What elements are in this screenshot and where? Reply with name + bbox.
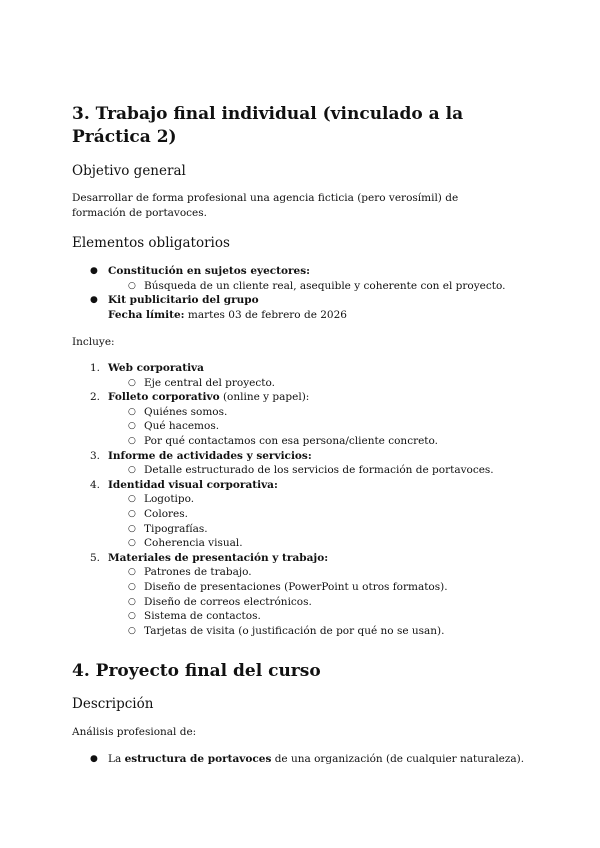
circle-marker: ○ <box>128 508 136 519</box>
circle-marker: ○ <box>128 377 136 388</box>
numbered-item-bold: Informe de actividades y servicios: <box>108 449 312 462</box>
circle-marker: ○ <box>128 406 136 417</box>
sub-list-item <box>72 376 540 391</box>
circle-marker: ○ <box>128 465 136 476</box>
section-4-title: 4. Proyecto final del curso <box>72 661 321 681</box>
numbered-item <box>72 361 540 376</box>
circle-marker: ○ <box>128 523 136 534</box>
includes-label: Incluye: <box>72 336 115 348</box>
bullet-rest: de una organización (de cualquier naturaleza). <box>271 753 525 765</box>
sub-item-text: Patrones de trabajo. <box>144 566 252 579</box>
sub-list-item <box>72 565 540 580</box>
list-item-bold: Kit publicitario del grupo <box>108 294 259 307</box>
bullet-prefix: La <box>108 753 125 765</box>
objective-text: Desarrollar de forma profesional una agencia ficticia (pero verosímil) de formación de portavoces. <box>72 192 459 219</box>
sub-list-item <box>72 595 540 610</box>
numbered-item <box>72 478 540 493</box>
circle-marker: ○ <box>128 280 136 291</box>
list-item <box>72 752 540 767</box>
sub-item-text: Coherencia visual. <box>144 537 243 550</box>
sub-list-item <box>72 522 540 537</box>
sub-item-text: Diseño de correos electrónicos. <box>144 595 312 608</box>
numbered-item-bold: Materiales de presentación y trabajo: <box>108 551 329 564</box>
sub-item-text: Diseño de presentaciones (PowerPoint u otros formatos). <box>144 580 448 593</box>
description-intro: Análisis profesional de: <box>72 726 197 738</box>
deadline-label: Fecha límite: <box>108 308 185 321</box>
list-item-bold: Constitución en sujetos eyectores: <box>108 265 311 277</box>
sub-item-text: Búsqueda de un cliente real, asequible y coherente con el proyecto. <box>144 279 506 292</box>
sub-list-item <box>72 507 540 522</box>
sub-item-text: Quiénes somos. <box>144 405 228 418</box>
bullet-marker: ● <box>90 754 98 764</box>
numbered-item-bold: Folleto corporativo <box>108 391 220 404</box>
item-number: 2. <box>90 391 101 404</box>
sub-list-item <box>72 609 540 624</box>
list-item <box>72 293 540 308</box>
numbered-item <box>72 390 540 405</box>
numbered-item <box>72 551 540 566</box>
sub-item-text: Detalle estructurado de los servicios de formación de portavoces. <box>144 464 494 477</box>
item-number: 1. <box>90 362 101 374</box>
description-list <box>72 752 540 767</box>
circle-marker: ○ <box>128 625 136 636</box>
item-number: 4. <box>90 478 101 491</box>
sub-item-text: Tarjetas de visita (o justificación de por qué no se usan). <box>144 624 445 637</box>
sub-list-item <box>72 419 540 434</box>
sub-item-text: Qué hacemos. <box>144 420 220 433</box>
sub-item-text: Eje central del proyecto. <box>144 376 275 389</box>
numbered-list <box>72 361 540 638</box>
list-item <box>72 264 540 279</box>
circle-marker: ○ <box>128 435 136 446</box>
circle-marker: ○ <box>128 567 136 578</box>
mandatory-elements-list <box>72 264 540 322</box>
circle-marker: ○ <box>128 596 136 607</box>
sub-item-text: Colores. <box>144 507 188 520</box>
numbered-item <box>72 449 540 464</box>
bullet-marker: ● <box>90 295 98 306</box>
sub-item-text: Logotipo. <box>144 493 195 506</box>
numbered-item-rest: (online y papel): <box>219 391 310 404</box>
circle-marker: ○ <box>128 538 136 549</box>
deadline-value: martes 03 de febrero de 2026 <box>184 308 347 321</box>
section-3-title: 3. Trabajo final individual (vinculado a la Práctica 2) <box>72 104 464 147</box>
sub-list-item <box>72 624 540 639</box>
sub-item-text: Por qué contactamos con esa persona/cliente concreto. <box>144 434 439 447</box>
numbered-item-bold: Web corporativa <box>108 362 204 374</box>
elements-heading: Elementos obligatorios <box>72 235 230 251</box>
sub-item-text: Tipografías. <box>144 522 208 535</box>
circle-marker: ○ <box>128 421 136 432</box>
sub-list-item <box>72 580 540 595</box>
deadline-line <box>72 308 540 323</box>
numbered-item-bold: Identidad visual corporativa: <box>108 478 278 491</box>
item-number: 5. <box>90 551 101 564</box>
circle-marker: ○ <box>128 494 136 505</box>
circle-marker: ○ <box>128 611 136 622</box>
objective-heading: Objetivo general <box>72 163 186 179</box>
item-number: 3. <box>90 449 101 462</box>
sub-list-item <box>72 434 540 449</box>
sub-list-item <box>72 279 540 294</box>
sub-list-item <box>72 405 540 420</box>
sub-list-item <box>72 492 540 507</box>
description-heading: Descripción <box>72 696 154 712</box>
circle-marker: ○ <box>128 581 136 592</box>
bullet-bold: estructura de portavoces <box>124 753 272 765</box>
sub-list-item <box>72 536 540 551</box>
bullet-marker: ● <box>90 266 98 276</box>
sub-list-item <box>72 463 540 478</box>
sub-item-text: Sistema de contactos. <box>144 610 261 623</box>
